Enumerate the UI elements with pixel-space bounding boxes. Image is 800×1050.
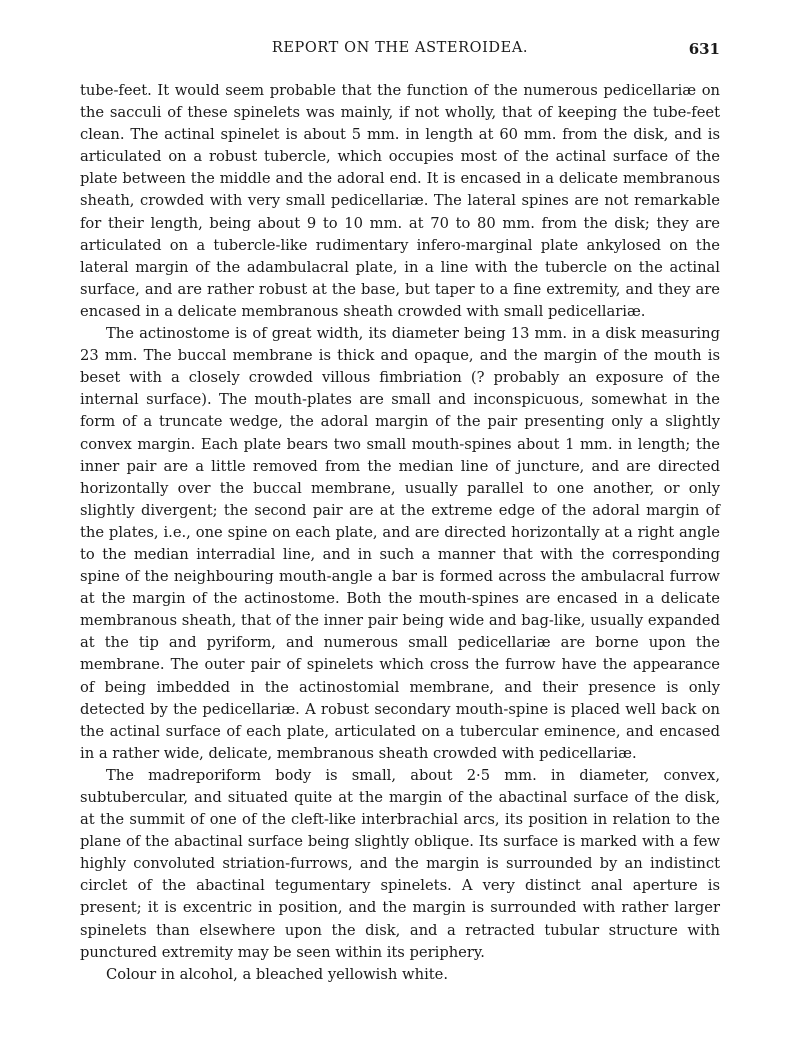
paragraph-madreporiform-body: The madreporiform body is small, about 2·5 mm. in diameter, convex, subtubercular, and situated quite at the margin of the abactinal surface of the disk, at the summit of one of the cleft-like interbrachial arcs, its position in relation to the plane of the abactinal surface being slightly oblique. Its surface is marked with a few highly convoluted striation-furrows, and the margin is surrounded by an indistinct circlet of the abactinal tegumentary spinelets. A very distinct anal aperture is present; it is excentric in position, and the margin is surrounded with rather larger spinelets than elsewhere upon the disk, and a retracted tubular structure with punctured extremity may be seen within its periphery. [80,766,720,961]
paragraph-actinostome: The actinostome is of great width, its diameter being 13 mm. in a disk measuring 23 mm. The buccal membrane is thick and opaque, and the margin of the mouth is beset with a closely crowded villous fimbriation (? probably an exposure of the internal surface). The mouth-plates are small and inconspicuous, somewhat in the form of a truncate wedge, the adoral margin of the pair presenting only a slightly convex margin. Each plate bears two small mouth-spines about 1 mm. in length; the inner pair are a little removed from the median line of juncture, and are directed horizontally over the buccal membrane, usually parallel to one another, or only slightly divergent; the second pair are at the extreme edge of the adoral margin of the plates, i.e., one spine on each plate, and are directed horizontally at a right angle to the median interradial line, and in such a manner that with the corresponding spine of the neighbouring mouth-angle a bar is formed across the ambulacral furrow at the margin of the actinostome. Both the mouth-spines are encased in a delicate membranous sheath, that of the inner pair being wide and bag-like, usually expanded at the tip and pyriform, and numerous small pedicellariæ are borne upon the membrane. The outer pair of spinelets which cross the furrow have the appearance of being imbedded in the actinostomial membrane, and their presence is only detected by the pedicellariæ. A robust secondary mouth-spine is placed well back on the actinal surface of each plate, articulated on a tubercular eminence, and encased in a rather wide, delicate, membranous sheath crowded with pedicellariæ. [80,325,720,762]
page-header [80,40,720,64]
running-title: REPORT ON THE ASTEROIDEA. [271,40,529,56]
body-text [80,80,720,986]
paragraph-colour: Colour in alcohol, a bleached yellowish white. [106,965,449,983]
page-number: 631 [688,40,720,58]
paragraph-continued: tube-feet. It would seem probable that the function of the numerous pedicellariæ on the sacculi of these spinelets was mainly, if not wholly, that of keeping the tube-feet clean. The actinal spinelet is about 5 mm. in length at 60 mm. from the disk, and is articulated on a robust tubercle, which occupies most of the actinal surface of the plate between the middle and the adoral end. It is encased in a delicate membranous sheath, crowded with very small pedicellariæ. The lateral spines are not remarkable for their length, being about 9 to 10 mm. at 70 to 80 mm. from the disk; they are articulated on a tubercle-like rudimentary infero-marginal plate ankylosed on the lateral margin of the adambulacral plate, in a line with the tubercle on the actinal surface, and are rather robust at the base, but taper to a fine extremity, and they are encased in a delicate membranous sheath crowded with small pedicellariæ. [80,82,720,320]
